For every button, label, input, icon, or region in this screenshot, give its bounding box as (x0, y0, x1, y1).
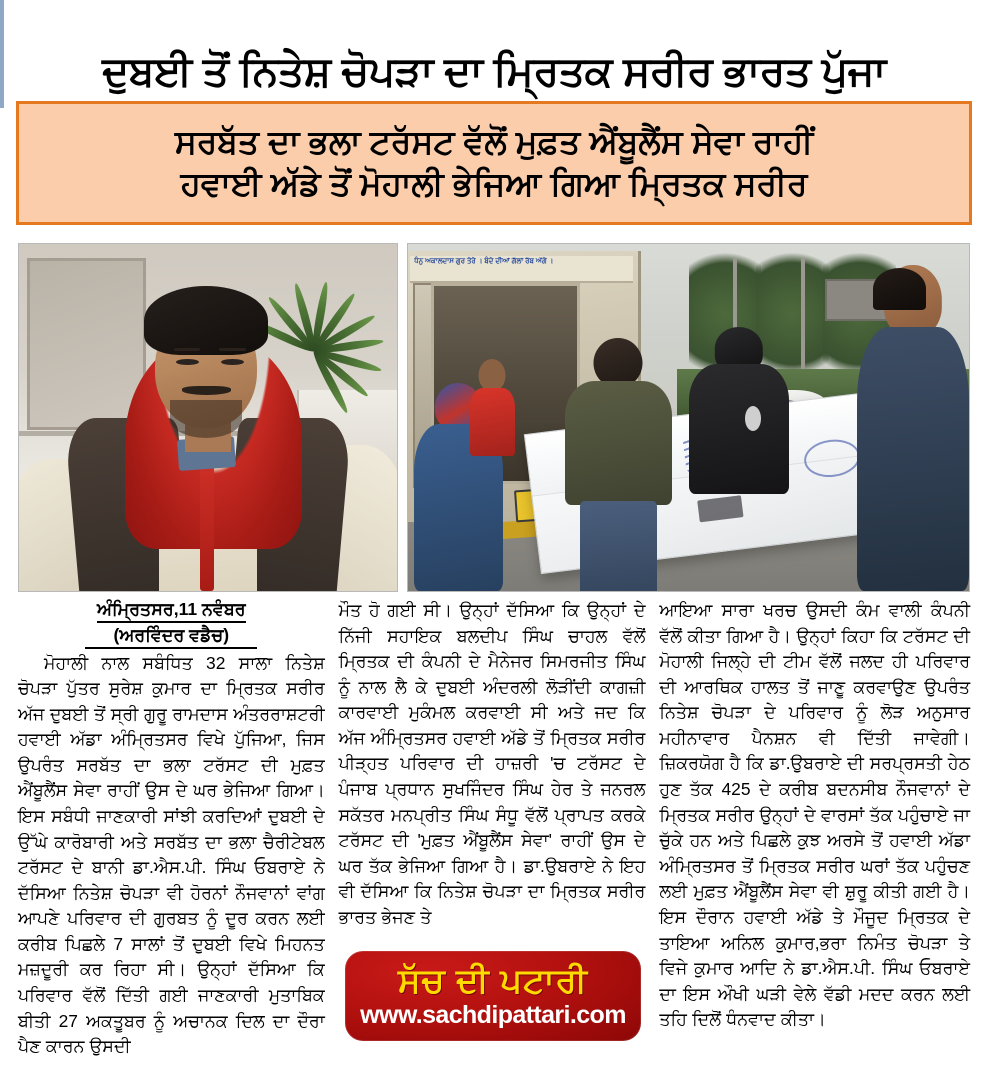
portrait-hair (144, 286, 269, 355)
photo-strip (18, 243, 970, 592)
article-body-paragraph: ਮੌਤ ਹੋ ਗਈ ਸੀ। ਉਨ੍ਹਾਂ ਦੱਸਿਆ ਕਿ ਉਨ੍ਹਾਂ ਦੇ ਨਿੱਜੀ ਸਹਾਇਕ ਬਲਦੀਪ ਸਿੰਘ ਚਾਹਲ ਵੱਲੋਂ ਮ੍ਰਿਤਕ ਦੀ ਕੰਪਨੀ ਦੇ ਮੈਨੇਜਰ ਸਿਮਰਜੀਤ ਸਿੰਘ ਨੂੰ ਨਾਲ ਲੈ ਕੇ ਦੁਬਈ ਅੰਦਰਲੀ ਲੋੜੀਂਦੀ ਕਾਗਜ਼ੀ ਕਾਰਵਾਈ ਮੁਕੰਮਲ ਕਰਵਾਈ ਸੀ ਅਤੇ ਜਦ ਕਿ ਅੱਜ ਅੰਮ੍ਰਿਤਸਰ ਹਵਾਈ ਅੱਡੇ ਤੋਂ ਮ੍ਰਿਤਕ ਸਰੀਰ ਪੀੜ੍ਹਤ ਪਰਿਵਾਰ ਦੀ ਹਾਜ਼ਰੀ 'ਚ ਟਰੱਸਟ ਦੇ ਪੰਜਾਬ ਪ੍ਰਧਾਨ ਸੁਖਜਿੰਦਰ ਸਿੰਘ ਹੇਰ ਤੇ ਜਨਰਲ ਸਕੱਤਰ ਮਨਪ੍ਰੀਤ ਸਿੰਘ ਸੰਧੂ ਵੱਲੋਂ ਪ੍ਰਾਪਤ ਕਰਕੇ ਟਰੱਸਟ ਦੀ 'ਮੁਫ਼ਤ ਐਂਬੂਲੈਂਸ ਸੇਵਾ' ਰਾਹੀਂ ਉਸ ਦੇ ਘਰ ਤੱਕ ਭੇਜਿਆ ਗਿਆ ਹੈ। ਡਾ.ਉਬਰਾਏ ਨੇ ਇਹ ਵੀ ਦੱਸਿਆ ਕਿ ਨਿਤੇਸ਼ ਚੋਪੜਾ ਦਾ ਮ੍ਰਿਤਕ ਸਰੀਰ ਭਾਰਤ ਭੇਜਣ ਤੇ (338, 600, 646, 927)
person-olive-shirt (565, 338, 672, 591)
article-column-1 (18, 598, 325, 1076)
byline: (ਅਰਵਿੰਦਰ ਵਡੈਚ) (85, 624, 257, 649)
portrait-brow-right (219, 348, 245, 351)
person-black-turban (689, 327, 790, 494)
dateline-place: ਅੰਮ੍ਰਿਤਸਰ,11 ਨਵੰਬਰ (97, 598, 246, 623)
news-photo-coffin-unloading (407, 243, 970, 592)
portrait-brow-left (174, 348, 200, 351)
article-column-3 (659, 598, 970, 1076)
portrait-eye-right (221, 359, 244, 365)
brand-logo-badge[interactable] (345, 951, 641, 1041)
coffin-label (698, 495, 745, 522)
brand-name: ਸੱਚ ਦੀ ਪਟਾਰੀ (398, 962, 588, 1000)
portrait-wall-frame (27, 258, 146, 431)
person-right-foreground (857, 265, 969, 591)
brand-website-url: www.sachdipattari.com (360, 1001, 626, 1029)
truck-banner (410, 256, 633, 282)
portrait-eye-left (176, 359, 199, 365)
subheadline-line-2: ਹਵਾਈ ਅੱਡੇ ਤੋਂ ਮੋਹਾਲੀ ਭੇਜਿਆ ਗਿਆ ਮ੍ਰਿਤਕ ਸਰੀਰ (180, 165, 808, 202)
subheadline-line-1: ਸਰਬੱਤ ਦਾ ਭਲਾ ਟਰੱਸਟ ਵੱਲੋਂ ਮੁਫ਼ਤ ਐਂਬੂਲੈਂਸ ਸੇਵਾ ਰਾਹੀਂ (174, 122, 814, 160)
article-body-paragraph: ਆਇਆ ਸਾਰਾ ਖਰਚ ਉਸਦੀ ਕੰਮ ਵਾਲੀ ਕੰਪਨੀ ਵੱਲੋਂ ਕੀਤਾ ਗਿਆ ਹੈ। ਉਨ੍ਹਾਂ ਕਿਹਾ ਕਿ ਟਰੱਸਟ ਦੀ ਮੋਹਾਲੀ ਜਿਲ੍ਹੇ ਦੀ ਟੀਮ ਵੱਲੋਂ ਜਲਦ ਹੀ ਪਰਿਵਾਰ ਦੀ ਆਰਥਿਕ ਹਾਲਤ ਤੋਂ ਜਾਣੂ ਕਰਵਾਉਣ ਉਪਰੰਤ ਨਿਤੇਸ਼ ਚੋਪੜਾ ਦੇ ਪਰਿਵਾਰ ਨੂੰ ਲੋੜ ਅਨੁਸਾਰ ਮਹੀਨਾਵਾਰ ਪੈਨਸ਼ਨ ਵੀ ਦਿੱਤੀ ਜਾਵੇਗੀ। ਜ਼ਿਕਰਯੋਗ ਹੈ ਕਿ ਡਾ.ਉਬਰਾਏ ਦੀ ਸਰਪ੍ਰਸਤੀ ਹੇਠ ਹੁਣ ਤੱਕ 425 ਦੇ ਕਰੀਬ ਬਦਨਸੀਬ ਨੌਜਵਾਨਾਂ ਦੇ ਮ੍ਰਿਤਕ ਸਰੀਰ ਉਨ੍ਹਾਂ ਦੇ ਵਾਰਸਾਂ ਤੱਕ ਪਹੁੰਚਾਏ ਜਾ ਚੁੱਕੇ ਹਨ ਅਤੇ ਪਿਛਲੇ ਕੁਝ ਅਰਸੇ ਤੋਂ ਹਵਾਈ ਅੱਡਾ ਅੰਮ੍ਰਿਤਸਰ ਤੋਂ ਮ੍ਰਿਤਕ ਸਰੀਰ ਘਰਾਂ ਤੱਕ ਪਹੁੰਚਣ ਲਈ ਮੁਫ਼ਤ ਐਂਬੂਲੈਂਸ ਸੇਵਾ ਵੀ ਸ਼ੁਰੂ ਕੀਤੀ ਗਈ ਹੈ। ਇਸ ਦੌਰਾਨ ਹਵਾਈ ਅੱਡੇ ਤੇ ਮੌਜੂਦ ਮ੍ਰਿਤਕ ਦੇ ਤਾਇਆ ਅਨਿਲ ਕੁਮਾਰ,ਭਰਾ ਨਿਮੰਤ ਚੋਪੜਾ ਤੇ ਵਿਜੇ ਕੁਮਾਰ ਆਦਿ ਨੇ ਡਾ.ਐਸ.ਪੀ. ਸਿੰਘ ਓਬਰਾਏ ਦਾ ਇਸ ਔਖੀ ਘੜੀ ਵੇਲੇ ਵੱਡੀ ਮਦਦ ਕਰਨ ਲਈ ਤਹਿ ਦਿਲੋਂ ਧੰਨਵਾਦ ਕੀਤਾ। (659, 600, 970, 1030)
person-hair (873, 268, 927, 310)
jacket-logo-patch (745, 406, 761, 431)
page-title: ਦੁਬਈ ਤੋਂ ਨਿਤੇਸ਼ ਚੋਪੜਾ ਦਾ ਮ੍ਰਿਤਕ ਸਰੀਰ ਭਾਰਤ ਪੁੱਜਾ (102, 48, 886, 95)
subheadline-box (16, 101, 972, 225)
truck-banner-text: ਧੰਨੁ ਅਕਾਲਦਾਸ ਗੁਰ ਤੇਰੇ । ਬੰਦੇ ਦੀਆਂ ਗੱਲਾਂ ਰੱਬ ਅੱਗੇ । (414, 258, 554, 266)
portrait-photo-deceased (18, 243, 398, 592)
article-body-paragraph: ਮੋਹਾਲੀ ਨਾਲ ਸਬੰਧਿਤ 32 ਸਾਲਾ ਨਿਤੇਸ਼ ਚੋਪੜਾ ਪੁੱਤਰ ਸੁਰੇਸ਼ ਕੁਮਾਰ ਦਾ ਮ੍ਰਿਤਕ ਸਰੀਰ ਅੱਜ ਦੁਬਈ ਤੋਂ ਸ੍ਰੀ ਗੁਰੂ ਰਾਮਦਾਸ ਅੰਤਰਰਾਸ਼ਟਰੀ ਹਵਾਈ ਅੱਡਾ ਅੰਮ੍ਰਿਤਸਰ ਵਿਖੇ ਪੁੱਜਿਆ, ਜਿਸ ਉਪਰੰਤ ਸਰਬੱਤ ਦਾ ਭਲਾ ਟਰੱਸਟ ਦੀ ਮੁਫ਼ਤ ਐਂਬੂਲੈਂਸ ਸੇਵਾ ਰਾਹੀਂ ਉਸ ਦੇ ਘਰ ਭੇਜਿਆ ਗਿਆ। ਇਸ ਸਬੰਧੀ ਜਾਣਕਾਰੀ ਸਾਂਝੀ ਕਰਦਿਆਂ ਦੁਬਈ ਦੇ ਉੱਘੇ ਕਾਰੋਬਾਰੀ ਅਤੇ ਸਰਬੱਤ ਦਾ ਭਲਾ ਚੈਰੀਟੇਬਲ ਟਰੱਸਟ ਦੇ ਬਾਨੀ ਡਾ.ਐਸ.ਪੀ. ਸਿੰਘ ਓਬਰਾਏ ਨੇ ਦੱਸਿਆ ਨਿਤੇਸ਼ ਚੋਪੜਾ ਵੀ ਹੋਰਨਾਂ ਨੌਜਵਾਨਾਂ ਵਾਂਗ ਆਪਣੇ ਪਰਿਵਾਰ ਦੀ ਗੁਰਬਤ ਨੂੰ ਦੂਰ ਕਰਨ ਲਈ ਕਰੀਬ ਪਿਛਲੇ 7 ਸਾਲਾਂ ਤੋਂ ਦੁਬਈ ਵਿਖੇ ਮਿਹਨਤ ਮਜ਼ਦੂਰੀ ਕਰ ਰਿਹਾ ਸੀ। ਉਨ੍ਹਾਂ ਦੱਸਿਆ ਕਿ ਪਰਿਵਾਰ ਵੱਲੋਂ ਦਿੱਤੀ ਗਈ ਜਾਣਕਾਰੀ ਮੁਤਾਬਿਕ ਬੀਤੀ 27 ਅਕਤੂਬਰ ਨੂੰ ਅਚਾਨਕ ਦਿਲ ਦਾ ਦੌਰਾ ਪੈਣ ਕਾਰਨ ਉਸਦੀ (18, 652, 325, 1057)
person-red-jacket (470, 359, 515, 456)
dateline (18, 598, 325, 623)
